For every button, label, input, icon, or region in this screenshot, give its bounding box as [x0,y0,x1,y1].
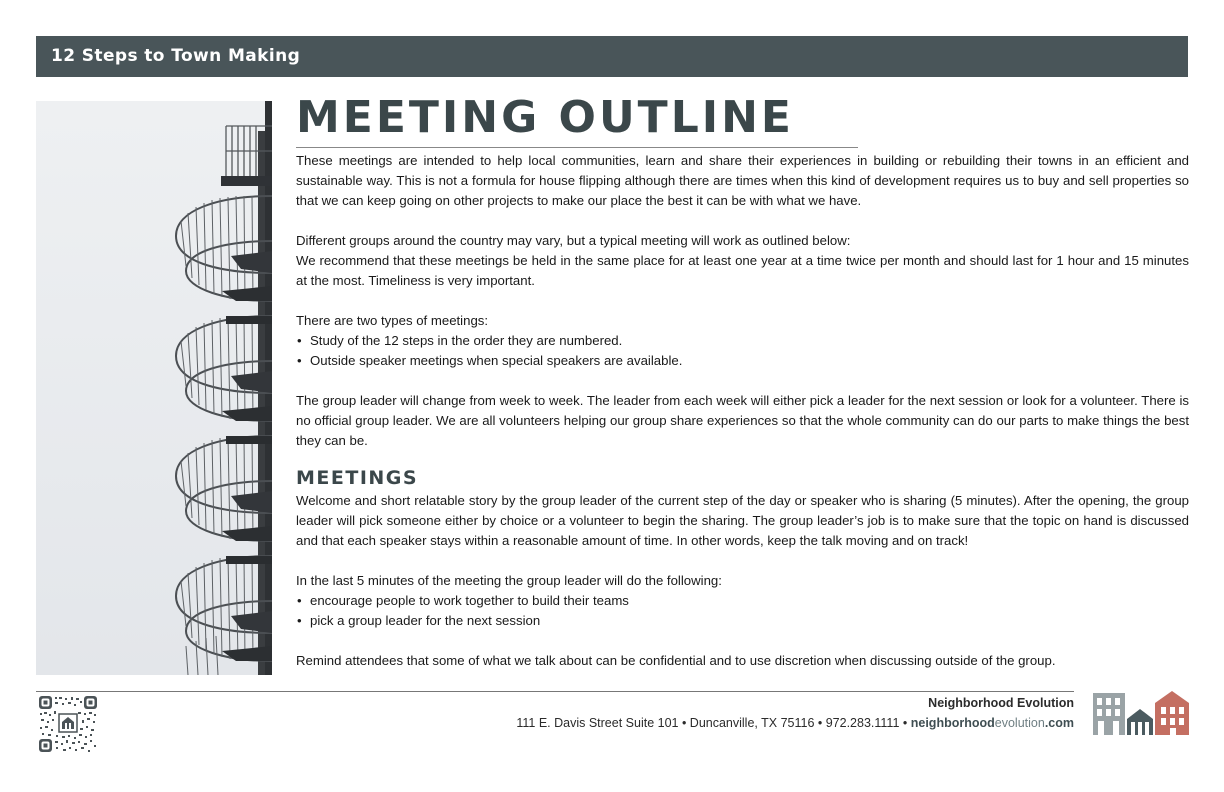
last-minutes-list [296,591,1189,631]
meeting-types-list [296,331,1189,371]
title-divider [296,147,858,148]
structure-intro-line: Different groups around the country may vary, but a typical meeting will work as outlined below: [296,233,851,248]
page-title: MEETING OUTLINE [296,92,794,143]
list-item: • Outside speaker meetings when special speakers are available. [296,351,1189,371]
staircase-illustration [36,101,272,675]
footer-divider [36,691,1074,692]
meeting-structure-paragraph [296,231,1189,291]
website-link-tld: .com [1044,716,1074,730]
footer-contact-line [516,716,1074,730]
closing-paragraph: Remind attendees that some of what we talk about can be confidential and to use discretion when discussing outside of the group. [296,653,1056,668]
website-link[interactable] [911,716,1074,730]
spiral-staircase-photo [36,101,272,675]
meeting-types-intro: There are two types of meetings: [296,313,489,328]
list-item: • encourage people to work together to build their teams [296,591,1189,611]
list-item: • pick a group leader for the next session [296,611,1189,631]
qr-code[interactable] [38,695,98,757]
header-bar [36,36,1188,77]
website-link-bold: neighborhood [910,716,995,730]
list-item: • Study of the 12 steps in the order they are numbered. [296,331,1189,351]
meetings-paragraph: Welcome and short relatable story by the group leader of the current step of the day or speaker who is sharing (5 minutes). After the opening, the group leader will pick someone either by choice or a volunteer to begin the sharing. The group leader’s job is to make sure that the topic on hand is discussed and that each speaker stays within a reasonable amount of time. In other words, keep the talk moving and on track! [296,493,1189,548]
buildings-logo-icon [1091,689,1191,737]
meetings-section-title: MEETINGS [296,467,419,489]
header-title: 12 Steps to Town Making [51,46,301,66]
neighborhood-evolution-logo [1091,689,1191,741]
last-minutes-intro: In the last 5 minutes of the meeting the group leader will do the following: [296,573,722,588]
intro-paragraph: These meetings are intended to help local communities, learn and share their experiences in building or rebuilding their towns in an efficient and sustainable way. This is not a formula for house flipping although there are times when this kind of development requires us to buy and sell properties so that we can keep going on other projects to make our place the best it can be with what we have. [296,153,1189,208]
document-body [296,151,1189,691]
qr-code-icon [38,695,98,753]
group-leader-paragraph: The group leader will change from week to week. The leader from each week will either pick a leader for the next session or look for a volunteer. There is no official group leader. We are all volunteers helping our group share experiences so that the whole community can do our parts to make things the best they can be. [296,393,1189,448]
recommendation-line: We recommend that these meetings be held in the same place for at least one year at a time twice per month and should last for 1 hour and 15 minutes at the most. Timeliness is very important. [296,253,1189,288]
website-link-light: evolution [994,716,1045,730]
footer-address: 111 E. Davis Street Suite 101 • Duncanville, TX 75116 • 972.283.1111 • [516,716,911,730]
footer-org-name: Neighborhood Evolution [928,696,1074,710]
